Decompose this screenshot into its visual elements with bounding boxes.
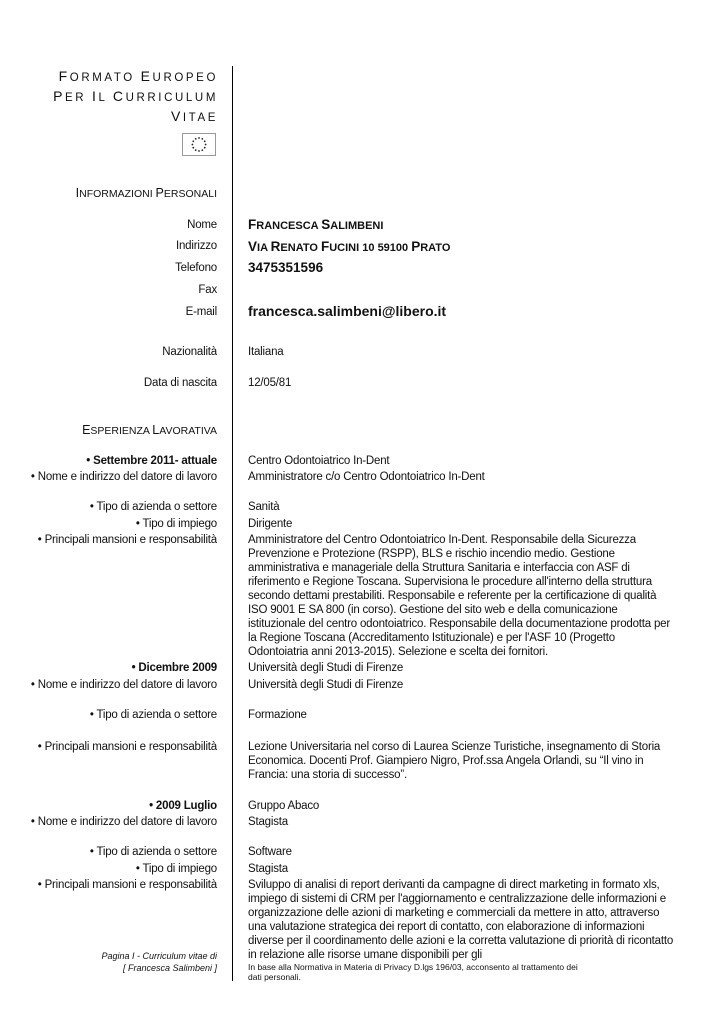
- footer-page-line: Pagina I - Curriculum vitae di: [101, 951, 217, 961]
- nome-label: Nome: [187, 219, 217, 231]
- indirizzo-value: VIA RENATO FUCINI 10 59100 PRATO: [248, 239, 451, 254]
- job2-duties: Lezione Universitaria nel corso di Laurea Scienze Turistiche, insegnamento di Storia Economica. Docenti Prof. Giampiero Nigro, Prof.ssa Angela Orlandi, su “Il vino in Francia: una storia di successo”.: [248, 741, 661, 781]
- job1-employer-address: Amministratore c/o Centro Odontoiatrico In-Dent: [248, 471, 485, 483]
- privacy-note: In base alla Normativa in Materia di Privacy D.lgs 196/03, acconsento al trattamento dei dati personali.: [248, 962, 578, 982]
- job3-duties: Sviluppo di analisi di report derivanti da campagne di direct marketing in formato xls, impiego di sistemi di CRM per l'aggiornamento e centralizzazione delle informazioni e organizzazione delle azioni di marketing e commerciali da mettere in atto, attraverso una valutazione strategica dei report di contatto, con elaborazione di informazioni diverse per il coordinamento delle azioni e la corretta valutazione di priorità di ricontatto in relazione alle risorse umane disponibili per gli: [248, 879, 674, 961]
- job2-employer-address: Università degli Studi di Firenze: [248, 679, 404, 691]
- job2-datore-label: • Nome e indirizzo del datore di lavoro: [30, 679, 217, 691]
- job3-impiego-label: • Tipo di impiego: [135, 863, 217, 875]
- job1-employer: Centro Odontoiatrico In-Dent: [248, 455, 390, 467]
- nascita-label: Data di nascita: [143, 377, 217, 389]
- page-footer: [17, 950, 217, 974]
- eu-flag-icon: [182, 133, 216, 156]
- nazionalita-label: Nazionalità: [162, 346, 217, 358]
- job2-sector: Formazione: [248, 709, 307, 721]
- section-personal-info: INFORMAZIONI PERSONALI: [75, 186, 217, 200]
- job3-date: • 2009 Luglio: [149, 800, 217, 812]
- nome-value: FRANCESCA SALIMBENI: [248, 217, 384, 232]
- email-label: E-mail: [185, 306, 217, 318]
- section-experience: ESPERIENZA LAVORATIVA: [82, 423, 217, 437]
- job1-type: Dirigente: [248, 518, 293, 530]
- job1-azienda-label: • Tipo di azienda o settore: [89, 501, 217, 513]
- nascita-value: 12/05/81: [248, 377, 292, 389]
- job1-impiego-label: • Tipo di impiego: [135, 518, 217, 530]
- job3-employer: Gruppo Abaco: [248, 800, 320, 812]
- title-line-2: PER IL CURRICULUM: [53, 88, 218, 104]
- job1-datore-label: • Nome e indirizzo del datore di lavoro: [30, 471, 217, 483]
- cv-title: [18, 67, 218, 127]
- job2-date: • Dicembre 2009: [131, 662, 217, 674]
- telefono-label: Telefono: [175, 262, 217, 274]
- vertical-divider: [232, 66, 233, 981]
- telefono-value: 3475351596: [248, 260, 324, 275]
- job1-sector: Sanità: [248, 501, 280, 513]
- title-line-1: FORMATO EUROPEO: [58, 68, 218, 84]
- title-line-3: VITAE: [170, 108, 218, 124]
- job3-employer-address: Stagista: [248, 816, 288, 828]
- job1-duties: Amministratore del Centro Odontoiatrico In-Dent. Responsabile della Sicurezza Prevenzione e Protezione (RSPP), BLS e rischio incendio medio. Gestione amministrativa e manageriale della Struttura Sanitaria e interfaccia con ASF di riferimento e Regione Toscana. Supervisiona le procedure all'interno della struttura secondo dettami prestabiliti. Responsabile e referente per la certificazione di qualità ISO 9001 E SA 800 (in corso). Gestione del sito web e della comunicazione istituzionale del centro odontoiatrico. Responsabile della documentazione prodotta per la Regione Toscana (Accreditamento Istituzionale) e per l'ASF 10 (Progetto Odontoiatria anni 2013-2015). Selezione e scelta dei fornitori.: [248, 534, 670, 658]
- job3-mansioni-label: • Principali mansioni e responsabilità: [37, 879, 217, 891]
- indirizzo-label: Indirizzo: [175, 240, 217, 252]
- job3-datore-label: • Nome e indirizzo del datore di lavoro: [30, 816, 217, 828]
- job3-type: Stagista: [248, 863, 288, 875]
- nazionalita-value: Italiana: [248, 346, 284, 358]
- email-value[interactable]: francesca.salimbeni@libero.it: [248, 303, 447, 319]
- job2-azienda-label: • Tipo di azienda o settore: [89, 709, 217, 721]
- job1-date: • Settembre 2011- attuale: [86, 455, 217, 467]
- footer-name-line: [ Francesca Salimbeni ]: [122, 963, 217, 973]
- job2-employer: Università degli Studi di Firenze: [248, 662, 404, 674]
- job1-mansioni-label: • Principali mansioni e responsabilità: [37, 534, 217, 546]
- job3-azienda-label: • Tipo di azienda o settore: [89, 846, 217, 858]
- job2-mansioni-label: • Principali mansioni e responsabilità: [37, 741, 217, 753]
- fax-label: Fax: [198, 284, 217, 296]
- job3-sector: Software: [248, 846, 292, 858]
